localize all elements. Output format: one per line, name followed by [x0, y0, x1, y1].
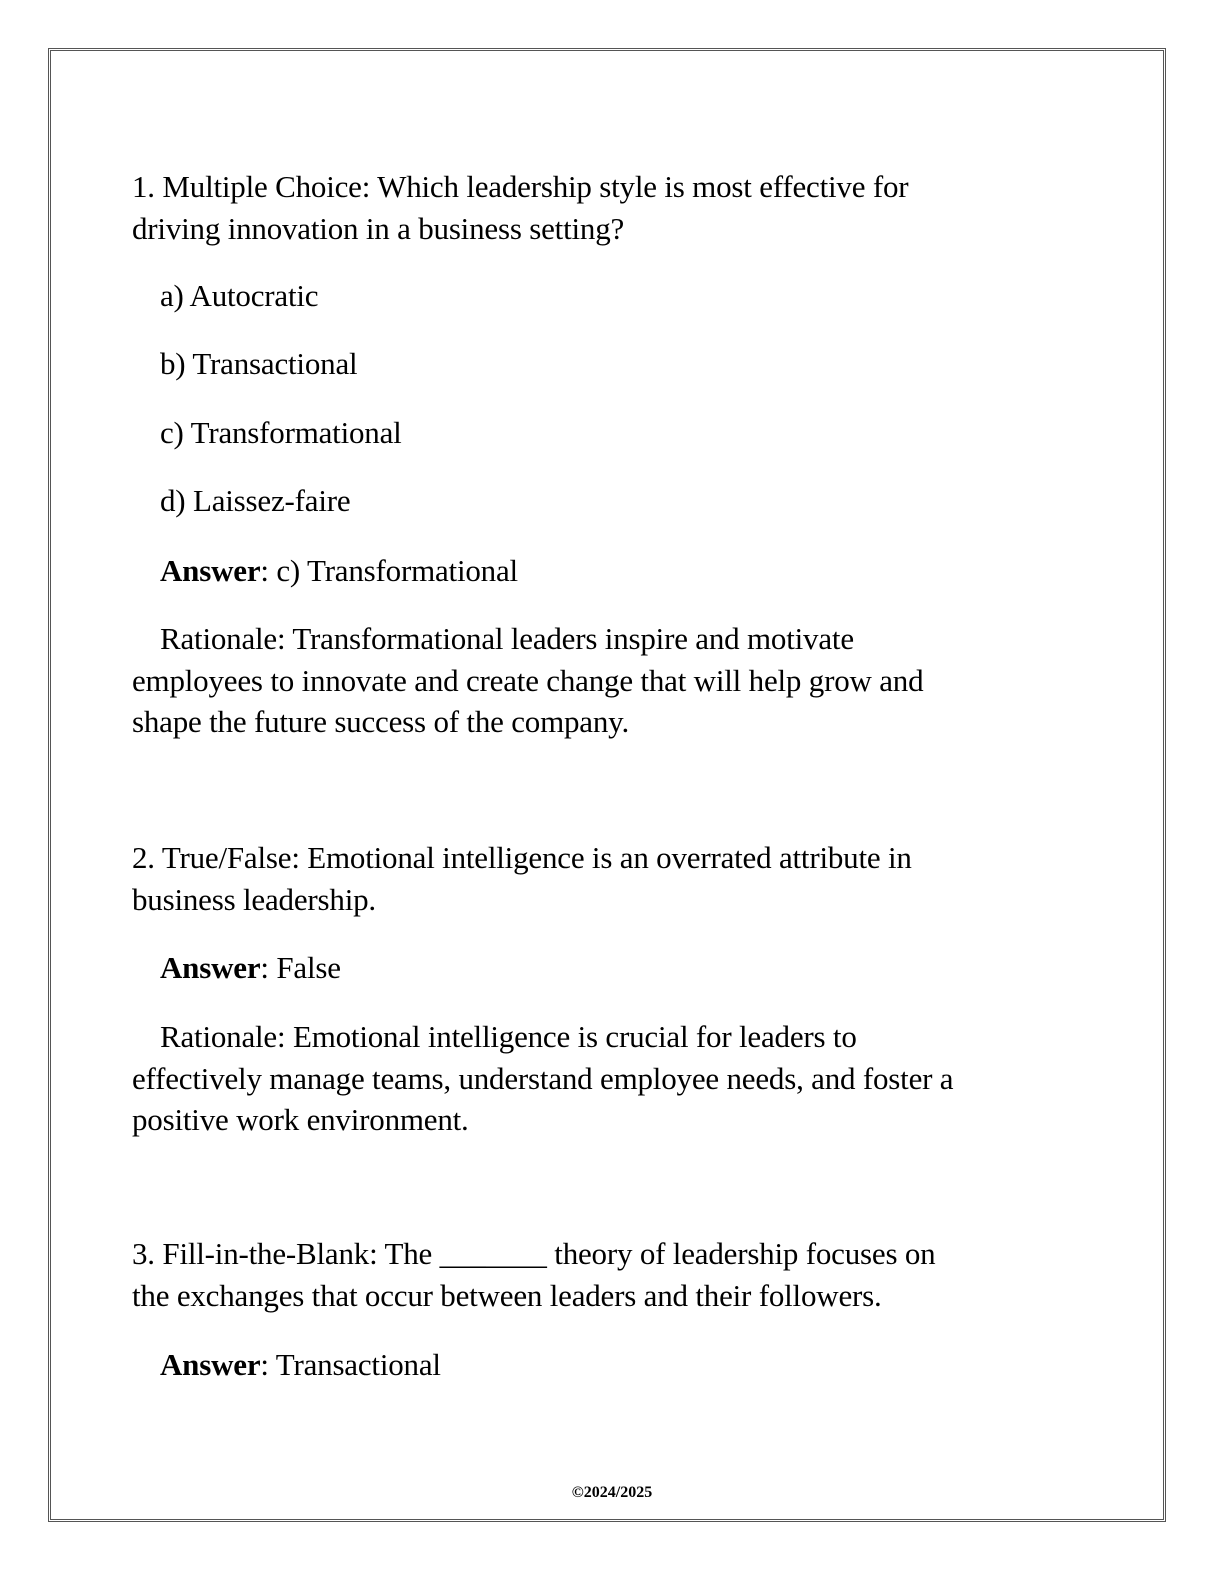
answer-value: : False [260, 950, 341, 985]
question-1-option-c: c) Transformational [160, 415, 402, 450]
rationale-line-1: Rationale: Emotional intelligence is crucial for leaders to [160, 1019, 857, 1054]
question-3-prompt-line-2: the exchanges that occur between leaders and their followers. [132, 1277, 882, 1313]
question-3-answer [160, 1344, 441, 1386]
question-2-answer [160, 947, 341, 989]
question-1-prompt-line-2: driving innovation in a business setting? [132, 210, 625, 246]
question-1-prompt [132, 166, 908, 249]
question-1-option-b: b) Transactional [160, 346, 358, 381]
answer-value: : c) Transformational [260, 553, 518, 588]
rationale-line-3: shape the future success of the company. [132, 704, 630, 739]
question-2-prompt [132, 837, 912, 920]
rationale-line-2: employees to innovate and create change that will help grow and [132, 662, 924, 698]
copyright-footer: ©2024/2025 [571, 1484, 653, 1501]
question-1-rationale [132, 618, 923, 743]
question-1-prompt-line-1: 1. Multiple Choice: Which leadership style is most effective for [132, 169, 909, 204]
question-3-prompt [132, 1233, 935, 1316]
question-2-rationale [132, 1016, 953, 1141]
question-2-prompt-line-1: 2. True/False: Emotional intelligence is an overrated attribute in [132, 840, 912, 875]
question-1-option-a: a) Autocratic [160, 278, 319, 313]
question-1-option-d: d) Laissez-faire [160, 483, 351, 518]
question-1-answer [160, 550, 518, 592]
question-3-prompt-line-1: 3. Fill-in-the-Blank: The _______ theory of leadership focuses on [132, 1236, 936, 1271]
rationale-line-3: positive work environment. [132, 1102, 469, 1137]
answer-label: Answer [160, 1347, 261, 1382]
answer-value: : Transactional [260, 1347, 441, 1382]
answer-label: Answer [160, 950, 261, 985]
answer-label: Answer [160, 553, 261, 588]
rationale-line-1: Rationale: Transformational leaders inspire and motivate [160, 621, 854, 656]
rationale-line-2: effectively manage teams, understand employee needs, and foster a [132, 1060, 954, 1096]
question-2-prompt-line-2: business leadership. [132, 881, 376, 917]
